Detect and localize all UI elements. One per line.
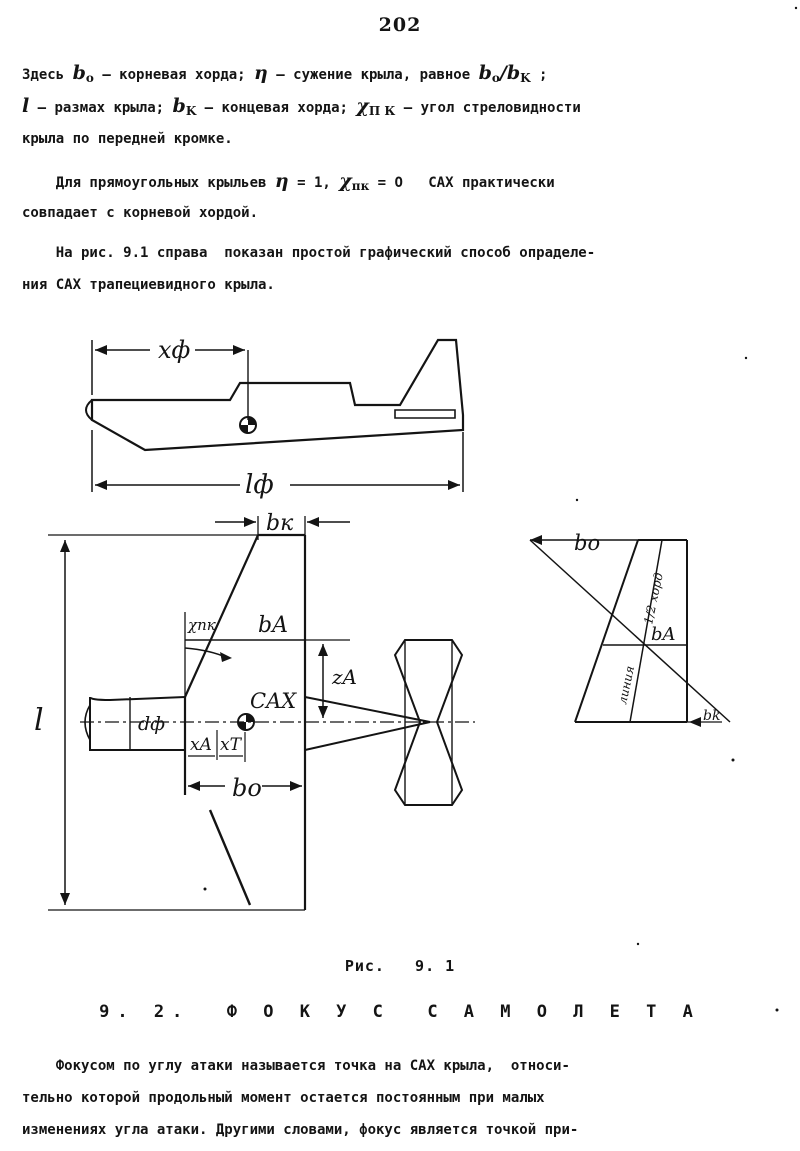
figure-caption: Рис. 9. 1	[344, 957, 456, 975]
label-b-a: bA	[258, 613, 288, 638]
paragraph-line-6: На рис. 9.1 справа показан простой графический способ опраделе-	[22, 245, 596, 261]
label-x-a: xA	[190, 735, 212, 755]
scan-specks	[204, 7, 798, 1012]
label-right-b-a: bA	[651, 624, 676, 645]
paragraph-line-3: крыла по передней кромке.	[22, 131, 233, 147]
label-x-t: xT	[220, 735, 241, 755]
label-d-f: dф	[138, 713, 166, 735]
label-chi-pk: χпк	[188, 616, 216, 634]
paragraph-line-9: тельно которой продольный момент остается постоянным при малых	[22, 1090, 545, 1106]
label-l-f: lф	[245, 470, 274, 500]
paragraph-line-5: совпадает с корневой хордой.	[22, 205, 259, 221]
label-z-a: zA	[332, 665, 357, 689]
side-view-aircraft	[86, 340, 463, 450]
label-l: l	[34, 703, 44, 738]
paragraph-line-2: l – размах крыла; bK – концевая хорда; χП К – угол стреловидности	[22, 95, 581, 118]
paragraph-line-1: Здесь bo – корневая хорда; η – сужение крыла, равное bo/bK ;	[22, 62, 548, 85]
paragraph-line-4: Для прямоугольных крыльев η = 1, χпк = О САХ практически	[22, 170, 555, 193]
paragraph-line-8: Фокусом по углу атаки называется точка на САХ крыла, относи-	[22, 1058, 570, 1074]
label-right-half-chords: 1/2 хорд	[641, 571, 666, 626]
label-right-b-k: bk	[703, 708, 721, 724]
label-b-k: bк	[266, 511, 294, 536]
label-right-line: линия	[615, 664, 638, 706]
label-right-b-o: bo	[574, 531, 601, 555]
label-cax: CAX	[250, 689, 297, 713]
label-b-o: bo	[232, 774, 262, 802]
label-x-f: xф	[158, 336, 191, 364]
paragraph-line-10: изменениях угла атаки. Другими словами, фокус является точкой при-	[22, 1122, 579, 1138]
paragraph-line-7: ния САХ трапециевидного крыла.	[22, 277, 275, 293]
page-number: 202	[378, 14, 422, 36]
dimension-l-f	[92, 430, 463, 492]
section-heading: 9. 2. Ф О К У С С А М О Л Е Т А	[99, 1002, 701, 1022]
